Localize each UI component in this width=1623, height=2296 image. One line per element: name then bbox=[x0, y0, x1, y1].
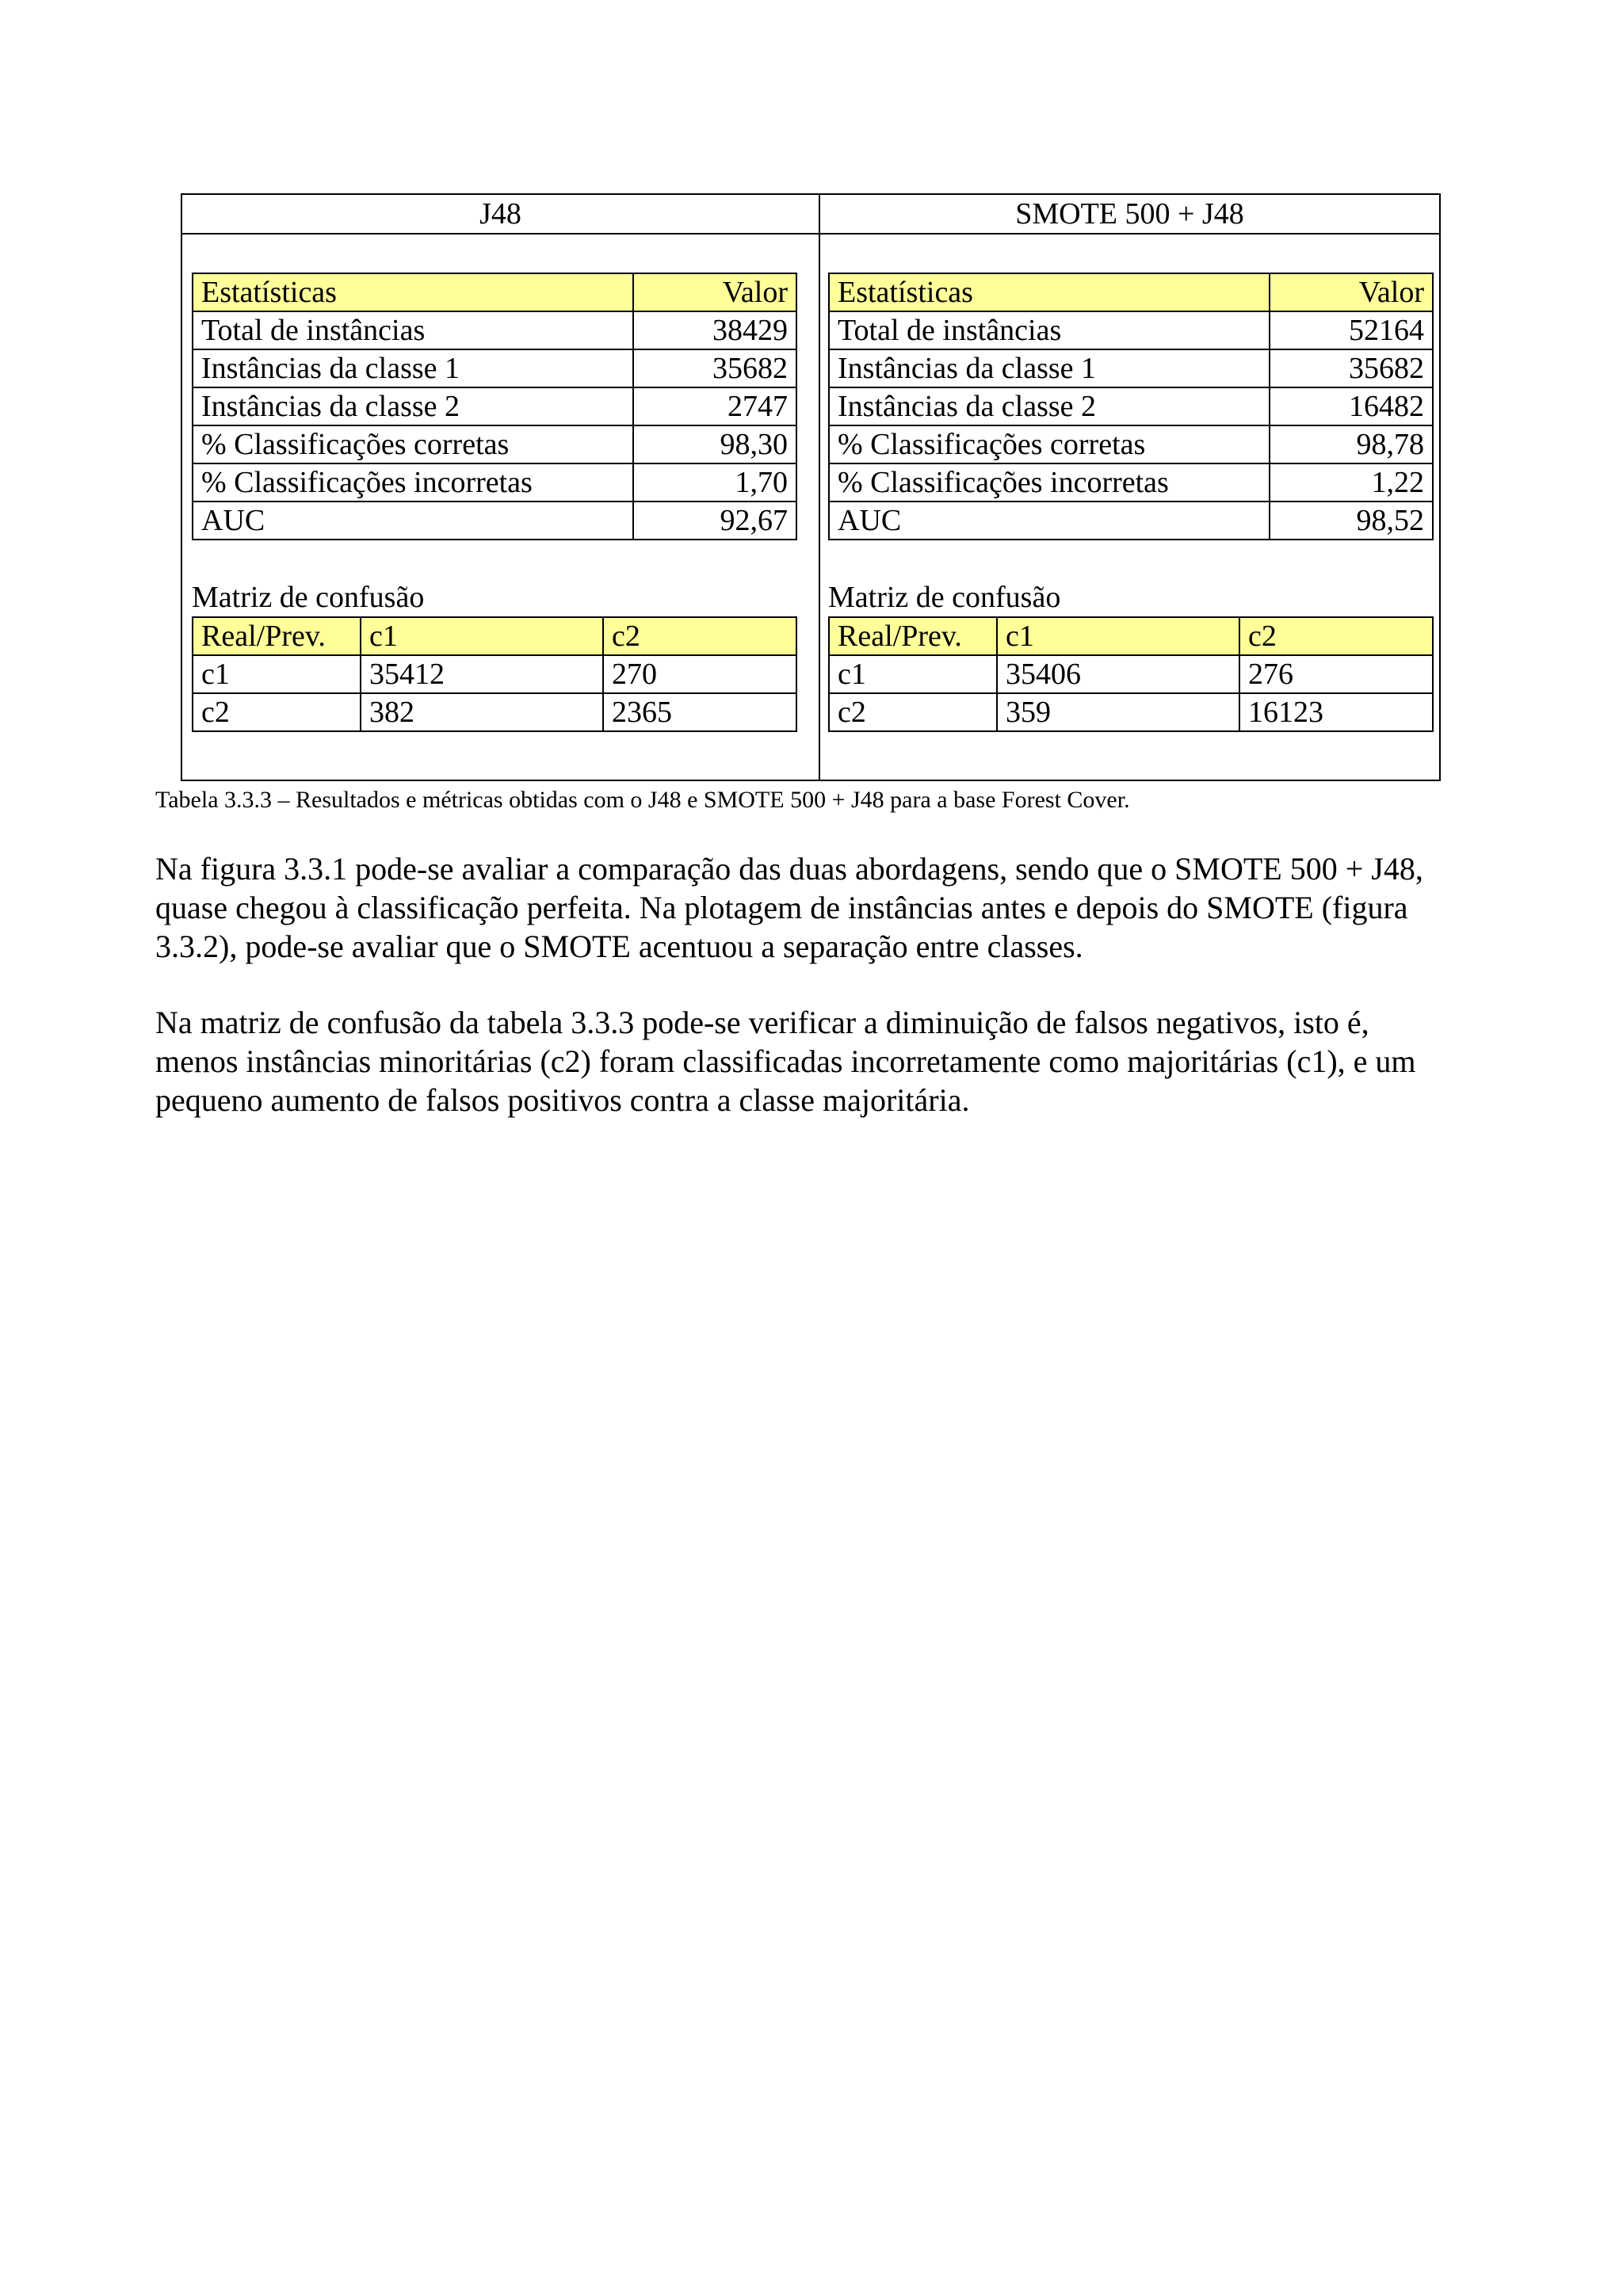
table-row bbox=[829, 693, 1433, 731]
matrix-header-cell: c1 bbox=[361, 617, 603, 655]
table-row bbox=[193, 387, 796, 425]
table-row bbox=[829, 502, 1433, 540]
table-row bbox=[193, 349, 796, 387]
matrix-cell: 35406 bbox=[997, 655, 1239, 693]
stat-label: AUC bbox=[193, 502, 633, 540]
table-row bbox=[829, 311, 1433, 349]
matrix-cell: c2 bbox=[193, 693, 361, 731]
stat-value: 1,70 bbox=[633, 463, 796, 502]
stat-value: 92,67 bbox=[633, 502, 796, 540]
stat-value: 52164 bbox=[1270, 311, 1433, 349]
smote-j48-stats-table bbox=[828, 273, 1434, 540]
stat-value: 2747 bbox=[633, 387, 796, 425]
stats-header-row bbox=[829, 273, 1433, 311]
stats-header-value: Valor bbox=[633, 273, 796, 311]
table-row bbox=[829, 387, 1433, 425]
table-row bbox=[193, 425, 796, 463]
left-column-title: J48 bbox=[479, 197, 521, 231]
stat-value: 16482 bbox=[1270, 387, 1433, 425]
matrix-header-cell: c1 bbox=[997, 617, 1239, 655]
matrix-cell: 35412 bbox=[361, 655, 603, 693]
matrix-header-cell: Real/Prev. bbox=[193, 617, 361, 655]
stat-label: % Classificações corretas bbox=[829, 425, 1270, 463]
column-divider bbox=[819, 195, 820, 780]
matrix-header-cell: Real/Prev. bbox=[829, 617, 997, 655]
paragraph-line: Na matriz de confusão da tabela 3.3.3 pode-se verificar a diminuição de falsos negativos, isto é, bbox=[155, 1005, 1369, 1040]
paragraph-line: Na figura 3.3.1 pode-se avaliar a comparação das duas abordagens, sendo que o SMOTE 500 + J48, bbox=[155, 851, 1423, 887]
stat-label: Total de instâncias bbox=[829, 311, 1270, 349]
table-row bbox=[829, 349, 1433, 387]
stat-value: 35682 bbox=[1270, 349, 1433, 387]
table-row bbox=[193, 655, 796, 693]
matrix-cell: 359 bbox=[997, 693, 1239, 731]
smote-j48-matrix-title: Matriz de confusão bbox=[828, 581, 1061, 614]
smote-j48-confusion-matrix bbox=[828, 616, 1434, 732]
stat-value: 38429 bbox=[633, 311, 796, 349]
j48-stats-table bbox=[192, 273, 797, 540]
table-row bbox=[829, 425, 1433, 463]
paragraph-line: 3.3.2), pode-se avaliar que o SMOTE acentuou a separação entre classes. bbox=[155, 929, 1083, 964]
stat-label: % Classificações corretas bbox=[193, 425, 633, 463]
stat-value: 98,52 bbox=[1270, 502, 1433, 540]
stat-label: Instâncias da classe 1 bbox=[829, 349, 1270, 387]
matrix-header-cell: c2 bbox=[1239, 617, 1433, 655]
table-row bbox=[193, 693, 796, 731]
paragraph-line: pequeno aumento de falsos positivos contra a classe majoritária. bbox=[155, 1082, 970, 1118]
matrix-cell: 382 bbox=[361, 693, 603, 731]
paragraph-line: menos instâncias minoritárias (c2) foram classificadas incorretamente como majoritárias (c1), e um bbox=[155, 1043, 1416, 1079]
right-column-title: SMOTE 500 + J48 bbox=[1015, 197, 1244, 231]
matrix-cell: 270 bbox=[603, 655, 796, 693]
stats-header-label: Estatísticas bbox=[193, 273, 633, 311]
stat-value: 1,22 bbox=[1270, 463, 1433, 502]
stat-label: Instâncias da classe 2 bbox=[829, 387, 1270, 425]
stat-value: 98,30 bbox=[633, 425, 796, 463]
stat-label: Instâncias da classe 1 bbox=[193, 349, 633, 387]
stat-label: Total de instâncias bbox=[193, 311, 633, 349]
stat-value: 98,78 bbox=[1270, 425, 1433, 463]
matrix-header-row bbox=[193, 617, 796, 655]
j48-matrix-title: Matriz de confusão bbox=[192, 581, 425, 614]
smote-j48-panel bbox=[828, 273, 1434, 732]
matrix-cell: 2365 bbox=[603, 693, 796, 731]
matrix-cell: c2 bbox=[829, 693, 997, 731]
table-row bbox=[829, 463, 1433, 502]
stats-header-label: Estatísticas bbox=[829, 273, 1270, 311]
table-row bbox=[829, 655, 1433, 693]
stats-header-value: Valor bbox=[1270, 273, 1433, 311]
matrix-cell: c1 bbox=[193, 655, 361, 693]
stat-label: Instâncias da classe 2 bbox=[193, 387, 633, 425]
matrix-cell: 16123 bbox=[1239, 693, 1433, 731]
comparison-table bbox=[181, 193, 1441, 781]
table-row bbox=[193, 502, 796, 540]
table-row bbox=[193, 311, 796, 349]
matrix-header-cell: c2 bbox=[603, 617, 796, 655]
stat-label: AUC bbox=[829, 502, 1270, 540]
stat-label: % Classificações incorretas bbox=[829, 463, 1270, 502]
j48-panel bbox=[192, 273, 797, 732]
j48-confusion-matrix bbox=[192, 616, 797, 732]
table-caption: Tabela 3.3.3 – Resultados e métricas obtidas com o J48 e SMOTE 500 + J48 para a base Forest Cover. bbox=[155, 787, 1130, 813]
matrix-cell: c1 bbox=[829, 655, 997, 693]
paragraph-line: quase chegou à classificação perfeita. Na plotagem de instâncias antes e depois do SMOTE (figura bbox=[155, 890, 1408, 925]
paragraph bbox=[155, 1003, 1487, 1119]
matrix-cell: 276 bbox=[1239, 655, 1433, 693]
paragraph bbox=[155, 849, 1487, 966]
stat-label: % Classificações incorretas bbox=[193, 463, 633, 502]
matrix-header-row bbox=[829, 617, 1433, 655]
stat-value: 35682 bbox=[633, 349, 796, 387]
stats-header-row bbox=[193, 273, 796, 311]
table-row bbox=[193, 463, 796, 502]
